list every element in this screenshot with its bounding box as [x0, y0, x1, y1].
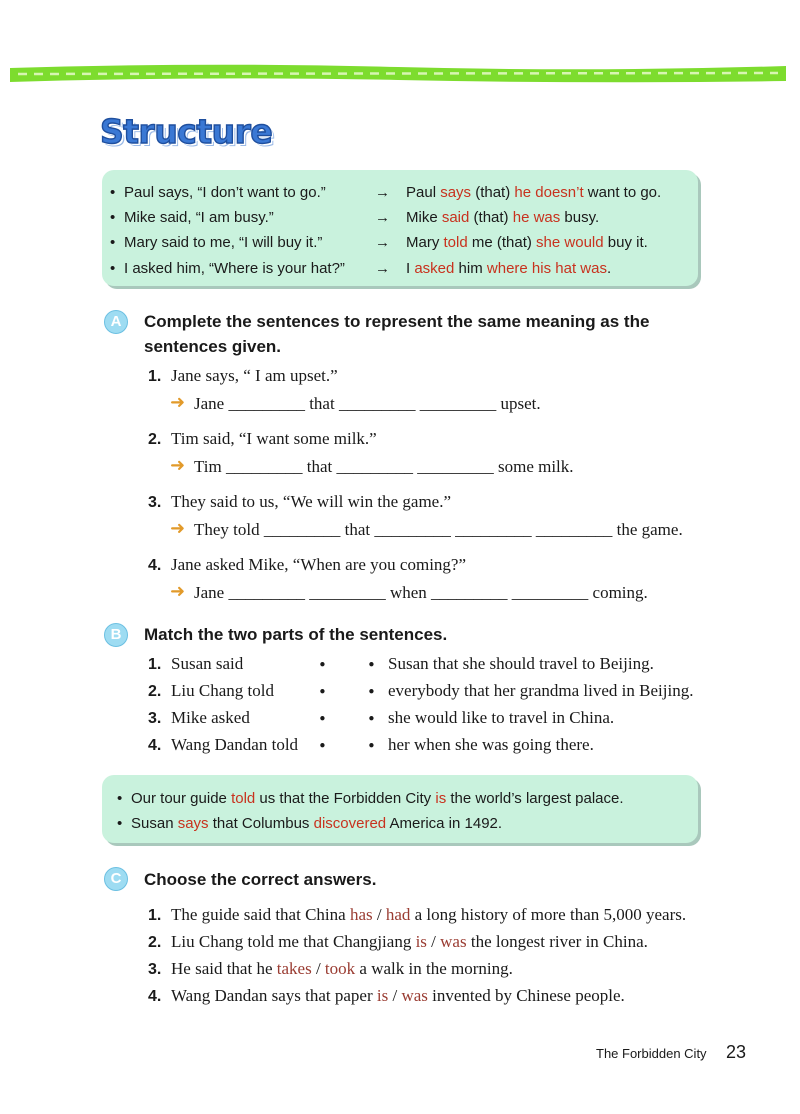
text-segment: Paul [406, 184, 441, 201]
text-segment: him [454, 260, 487, 277]
c-item-3-text[interactable] [171, 959, 513, 979]
b-right-4-dot[interactable]: • [367, 737, 376, 755]
c-item-4-text[interactable] [171, 986, 625, 1006]
text-segment: / [426, 932, 441, 951]
a-item-3-prompt: They said to us, “We will win the game.” [171, 492, 452, 511]
highlighted-word: takes [276, 959, 312, 978]
section-a-badge: A [104, 310, 128, 334]
highlighted-word: she would [536, 234, 604, 251]
text-segment: / [388, 986, 402, 1005]
highlighted-word: discovered [313, 815, 387, 832]
b-right-3-text: she would like to travel in China. [388, 708, 615, 727]
c-item-1-text[interactable] [171, 905, 686, 925]
text-segment: busy. [560, 209, 600, 226]
text-segment: us that the Forbidden City [255, 790, 436, 807]
example-row-1-text [131, 790, 624, 807]
text-segment: Mary [406, 234, 444, 251]
structure-row-1-left: • Paul says, “I don’t want to go.” [110, 184, 326, 201]
highlighted-word: told [231, 790, 256, 807]
text-segment: (that) [471, 184, 515, 201]
structure-row-1-right [406, 184, 661, 201]
text-segment: Mike [406, 209, 442, 226]
highlighted-word: was [440, 932, 467, 951]
b-left-1-dot[interactable]: • [318, 656, 327, 674]
section-c-title: Choose the correct answers. [144, 870, 377, 889]
example-row-2-text [131, 815, 502, 832]
highlighted-word: is [435, 790, 447, 807]
section-b-title: Match the two parts of the sentences. [144, 625, 448, 644]
highlighted-word: had [385, 905, 411, 924]
a-item-1-number: 1. [148, 368, 162, 385]
text-segment: me (that) [467, 234, 537, 251]
text-segment: Wang Dandan says that paper [171, 986, 377, 1005]
highlighted-word: took [324, 959, 356, 978]
text-segment: the world’s largest palace. [446, 790, 624, 807]
b-left-1-number: 1. [148, 656, 162, 673]
highlighted-word: he was [512, 209, 561, 226]
text-segment: Liu Chang told me that Changjiang [171, 932, 416, 951]
highlighted-word: says [440, 184, 472, 201]
b-left-3-text: Mike asked [171, 708, 250, 727]
b-left-1-text: Susan said [171, 654, 244, 673]
text-segment: invented by Chinese people. [427, 986, 625, 1005]
b-left-3-dot[interactable]: • [318, 710, 327, 728]
text-segment: / [372, 905, 386, 924]
section-a-title: Complete the sentences to represent the same meaning as the sentences given. [144, 312, 650, 356]
section-b-badge: B [104, 623, 128, 647]
b-left-2-dot[interactable]: • [318, 683, 327, 701]
highlighted-word: says [177, 815, 209, 832]
example-row-1: • Our tour guide told us that the Forbidden City is the world’s largest palace. [117, 790, 624, 807]
b-right-1-dot[interactable]: • [367, 656, 376, 674]
a-item-2-answer[interactable]: Tim _________ that _________ _________ some milk. [194, 457, 574, 476]
highlighted-word: asked [414, 260, 455, 277]
example-row-2: • Susan says that Columbus discovered America in 1492. [117, 815, 503, 832]
answer-arrow-icon: ➜ [170, 518, 186, 539]
c-item-2-text[interactable] [171, 932, 648, 952]
b-left-2-number: 2. [148, 683, 162, 700]
top-decorative-band [10, 62, 786, 84]
a-item-4-answer[interactable]: Jane _________ _________ when _________ _________ coming. [194, 583, 648, 602]
text-segment: (that) [469, 209, 513, 226]
text-segment: America in 1492. [386, 815, 503, 832]
highlighted-word: said [441, 209, 470, 226]
text-segment: . [606, 260, 612, 277]
text-segment: He said that he [171, 959, 277, 978]
highlighted-word: where his hat was [486, 260, 607, 277]
text-segment: want to go. [583, 184, 662, 201]
text-segment: the longest river in China. [466, 932, 648, 951]
structure-row-2-left: • Mike said, “I am busy.” [110, 209, 274, 226]
a-item-1-answer[interactable]: Jane _________ that _________ _________ upset. [194, 394, 541, 413]
a-item-2-prompt: Tim said, “I want some milk.” [171, 429, 377, 448]
b-left-4-text: Wang Dandan told [171, 735, 299, 754]
structure-row-2-right [406, 209, 599, 226]
text-segment: Our tour guide [131, 790, 232, 807]
structure-row-2-arrow: → [375, 209, 390, 226]
text-segment: I [406, 260, 415, 277]
text-segment: a long history of more than 5,000 years. [410, 905, 687, 924]
a-item-1-prompt: Jane says, “ I am upset.” [171, 366, 338, 385]
structure-row-4-right [406, 260, 611, 277]
b-left-3-number: 3. [148, 710, 162, 727]
b-right-2-text: everybody that her grandma lived in Beijing. [388, 681, 694, 700]
highlighted-word: is [415, 932, 427, 951]
highlighted-word: told [443, 234, 468, 251]
answer-arrow-icon: ➜ [170, 392, 186, 413]
c-item-2-number: 2. [148, 934, 162, 951]
c-item-4-number: 4. [148, 988, 162, 1005]
text-segment: buy it. [603, 234, 648, 251]
text-segment: that Columbus [208, 815, 314, 832]
b-left-2-text: Liu Chang told [171, 681, 274, 700]
structure-row-3-arrow: → [375, 234, 390, 251]
c-item-3-number: 3. [148, 961, 162, 978]
structure-row-3-left: • Mary said to me, “I will buy it.” [110, 234, 323, 251]
a-item-4-number: 4. [148, 557, 162, 574]
highlighted-word: has [349, 905, 373, 924]
structure-row-4-arrow: → [375, 260, 390, 277]
structure-heading: Structure [100, 112, 273, 151]
text-segment: The guide said that China [171, 905, 350, 924]
highlighted-word: is [376, 986, 389, 1005]
a-item-3-number: 3. [148, 494, 162, 511]
a-item-3-answer[interactable]: They told _________ that _________ _________ _________ the game. [194, 520, 683, 539]
text-segment: / [311, 959, 325, 978]
text-segment: Susan [131, 815, 178, 832]
answer-arrow-icon: ➜ [170, 581, 186, 602]
highlighted-word: he doesn’t [514, 184, 584, 201]
b-left-4-number: 4. [148, 737, 162, 754]
structure-row-1-arrow: → [375, 184, 390, 201]
text-segment: a walk in the morning. [355, 959, 513, 978]
b-left-4-dot[interactable]: • [318, 737, 327, 755]
section-c-badge: C [104, 867, 128, 891]
answer-arrow-icon: ➜ [170, 455, 186, 476]
a-item-4-prompt: Jane asked Mike, “When are you coming?” [171, 555, 467, 574]
b-right-4-text: her when she was going there. [388, 735, 594, 754]
b-right-2-dot[interactable]: • [367, 683, 376, 701]
page-number: 23 [726, 1042, 747, 1062]
highlighted-word: was [401, 986, 428, 1005]
b-right-3-dot[interactable]: • [367, 710, 376, 728]
example-box [102, 775, 698, 843]
b-right-1-text: Susan that she should travel to Beijing. [388, 654, 654, 673]
a-item-2-number: 2. [148, 431, 162, 448]
structure-row-4-left: • I asked him, “Where is your hat?” [110, 260, 345, 277]
structure-row-3-right [406, 234, 648, 251]
footer-chapter-title: The Forbidden City [596, 1046, 707, 1061]
c-item-1-number: 1. [148, 907, 162, 924]
